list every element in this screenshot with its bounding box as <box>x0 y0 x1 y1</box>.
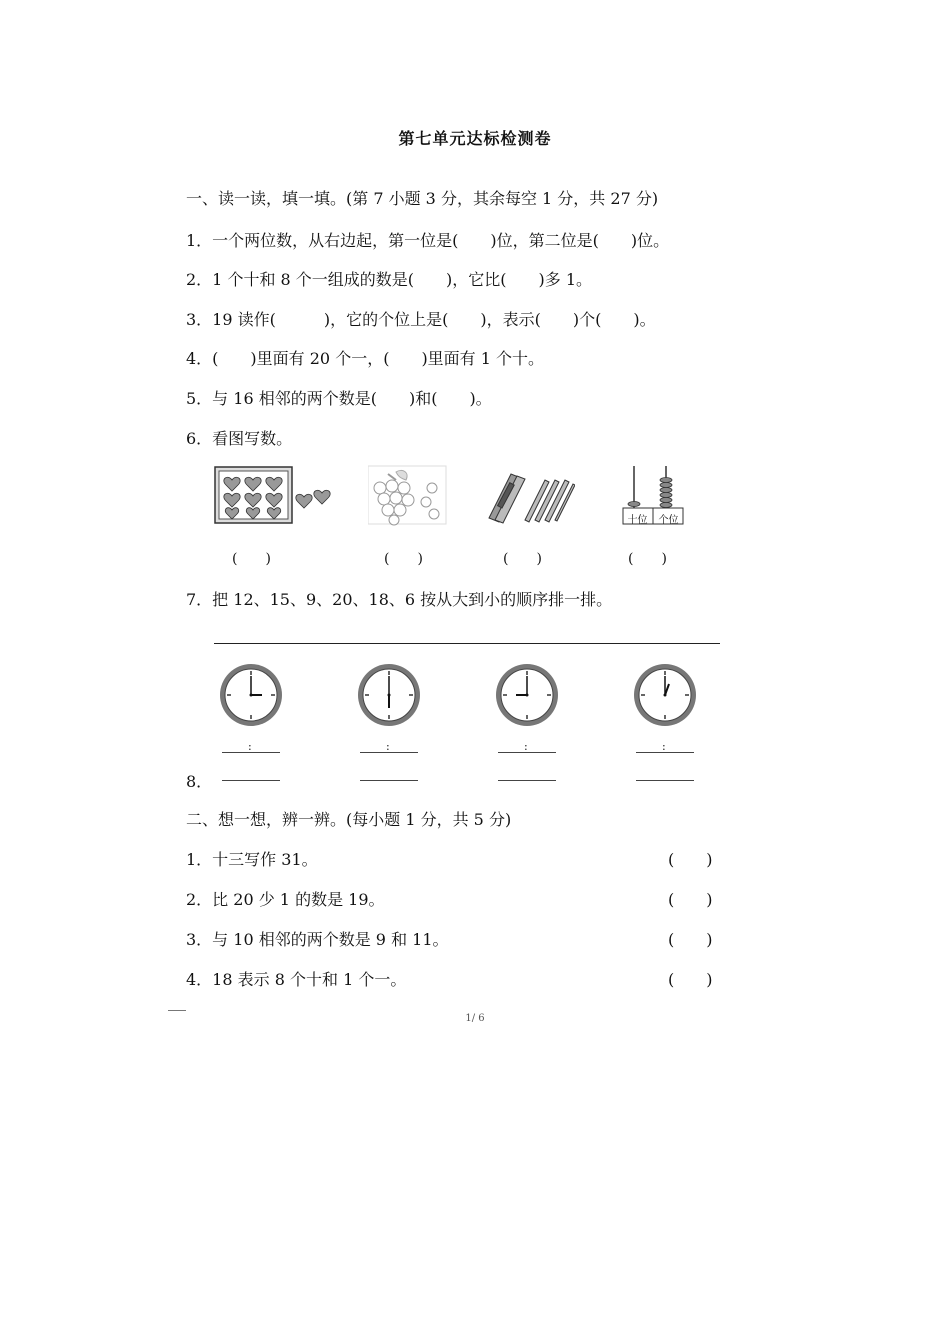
footer-mark <box>168 1010 186 1011</box>
question-7: 7．把 12、15、9、20、18、6 按从大到小的顺序排一排。 <box>186 590 613 609</box>
time-blank-line <box>222 752 280 753</box>
answer-blank-line <box>498 780 556 781</box>
time-blank-line <box>498 752 556 753</box>
clock-icon <box>356 662 422 728</box>
question-1: 1．一个两位数，从右边起，第一位是( )位，第二位是( )位。 <box>186 231 670 250</box>
clock-icon <box>494 662 560 728</box>
clock-icon <box>632 662 698 728</box>
answer-blank-line <box>222 780 280 781</box>
grapes-figure <box>368 464 448 526</box>
time-colon: : <box>248 740 252 753</box>
question-2: 2．1 个十和 8 个一组成的数是( )，它比( )多 1。 <box>186 270 593 289</box>
question-5: 5．与 16 相邻的两个数是( )和( )。 <box>186 389 492 408</box>
q7-answer-line <box>214 643 720 644</box>
judge-paren-4: ( ) <box>668 970 713 989</box>
sticks-figure <box>485 464 575 526</box>
time-blank-line <box>360 752 418 753</box>
judge-paren-1: ( ) <box>668 850 713 869</box>
judge-paren-2: ( ) <box>668 890 713 909</box>
page-title: 第七单元达标检测卷 <box>398 129 552 148</box>
q6-answer-4: ( ) <box>628 551 667 567</box>
clock-icon <box>218 662 284 728</box>
judge-item-3: 3．与 10 相邻的两个数是 9 和 11。 <box>186 930 449 949</box>
abacus-label-ones: 个位 <box>658 515 679 526</box>
judge-item-2: 2．比 20 少 1 的数是 19。 <box>186 890 385 909</box>
question-4: 4．( )里面有 20 个一，( )里面有 1 个十。 <box>186 349 545 368</box>
section2-heading: 二、想一想，辨一辨。(每小题 1 分，共 5 分) <box>186 810 512 829</box>
answer-blank-line <box>636 780 694 781</box>
time-colon: : <box>524 740 528 753</box>
q6-figures <box>210 464 690 534</box>
abacus-label-tens: 十位 <box>627 515 648 526</box>
q6-answer-2: ( ) <box>384 551 423 567</box>
time-colon: : <box>386 740 390 753</box>
judge-paren-3: ( ) <box>668 930 713 949</box>
page-number: 1/ 6 <box>465 1013 485 1024</box>
section1-heading: 一、读一读，填一填。(第 7 小题 3 分，其余每空 1 分，共 27 分) <box>186 189 659 208</box>
q6-answer-3: ( ) <box>503 551 542 567</box>
time-blank-line <box>636 752 694 753</box>
time-colon: : <box>662 740 666 753</box>
question-3: 3．19 读作( )，它的个位上是( )，表示( )个( )。 <box>186 310 656 329</box>
q6-answer-1: ( ) <box>232 551 271 567</box>
question-8: 8． <box>186 772 213 791</box>
answer-blank-line <box>360 780 418 781</box>
hearts-figure <box>214 464 338 526</box>
judge-item-4: 4．18 表示 8 个十和 1 个一。 <box>186 970 407 989</box>
question-6: 6．看图写数。 <box>186 429 293 448</box>
judge-item-1: 1．十三写作 31。 <box>186 850 318 869</box>
